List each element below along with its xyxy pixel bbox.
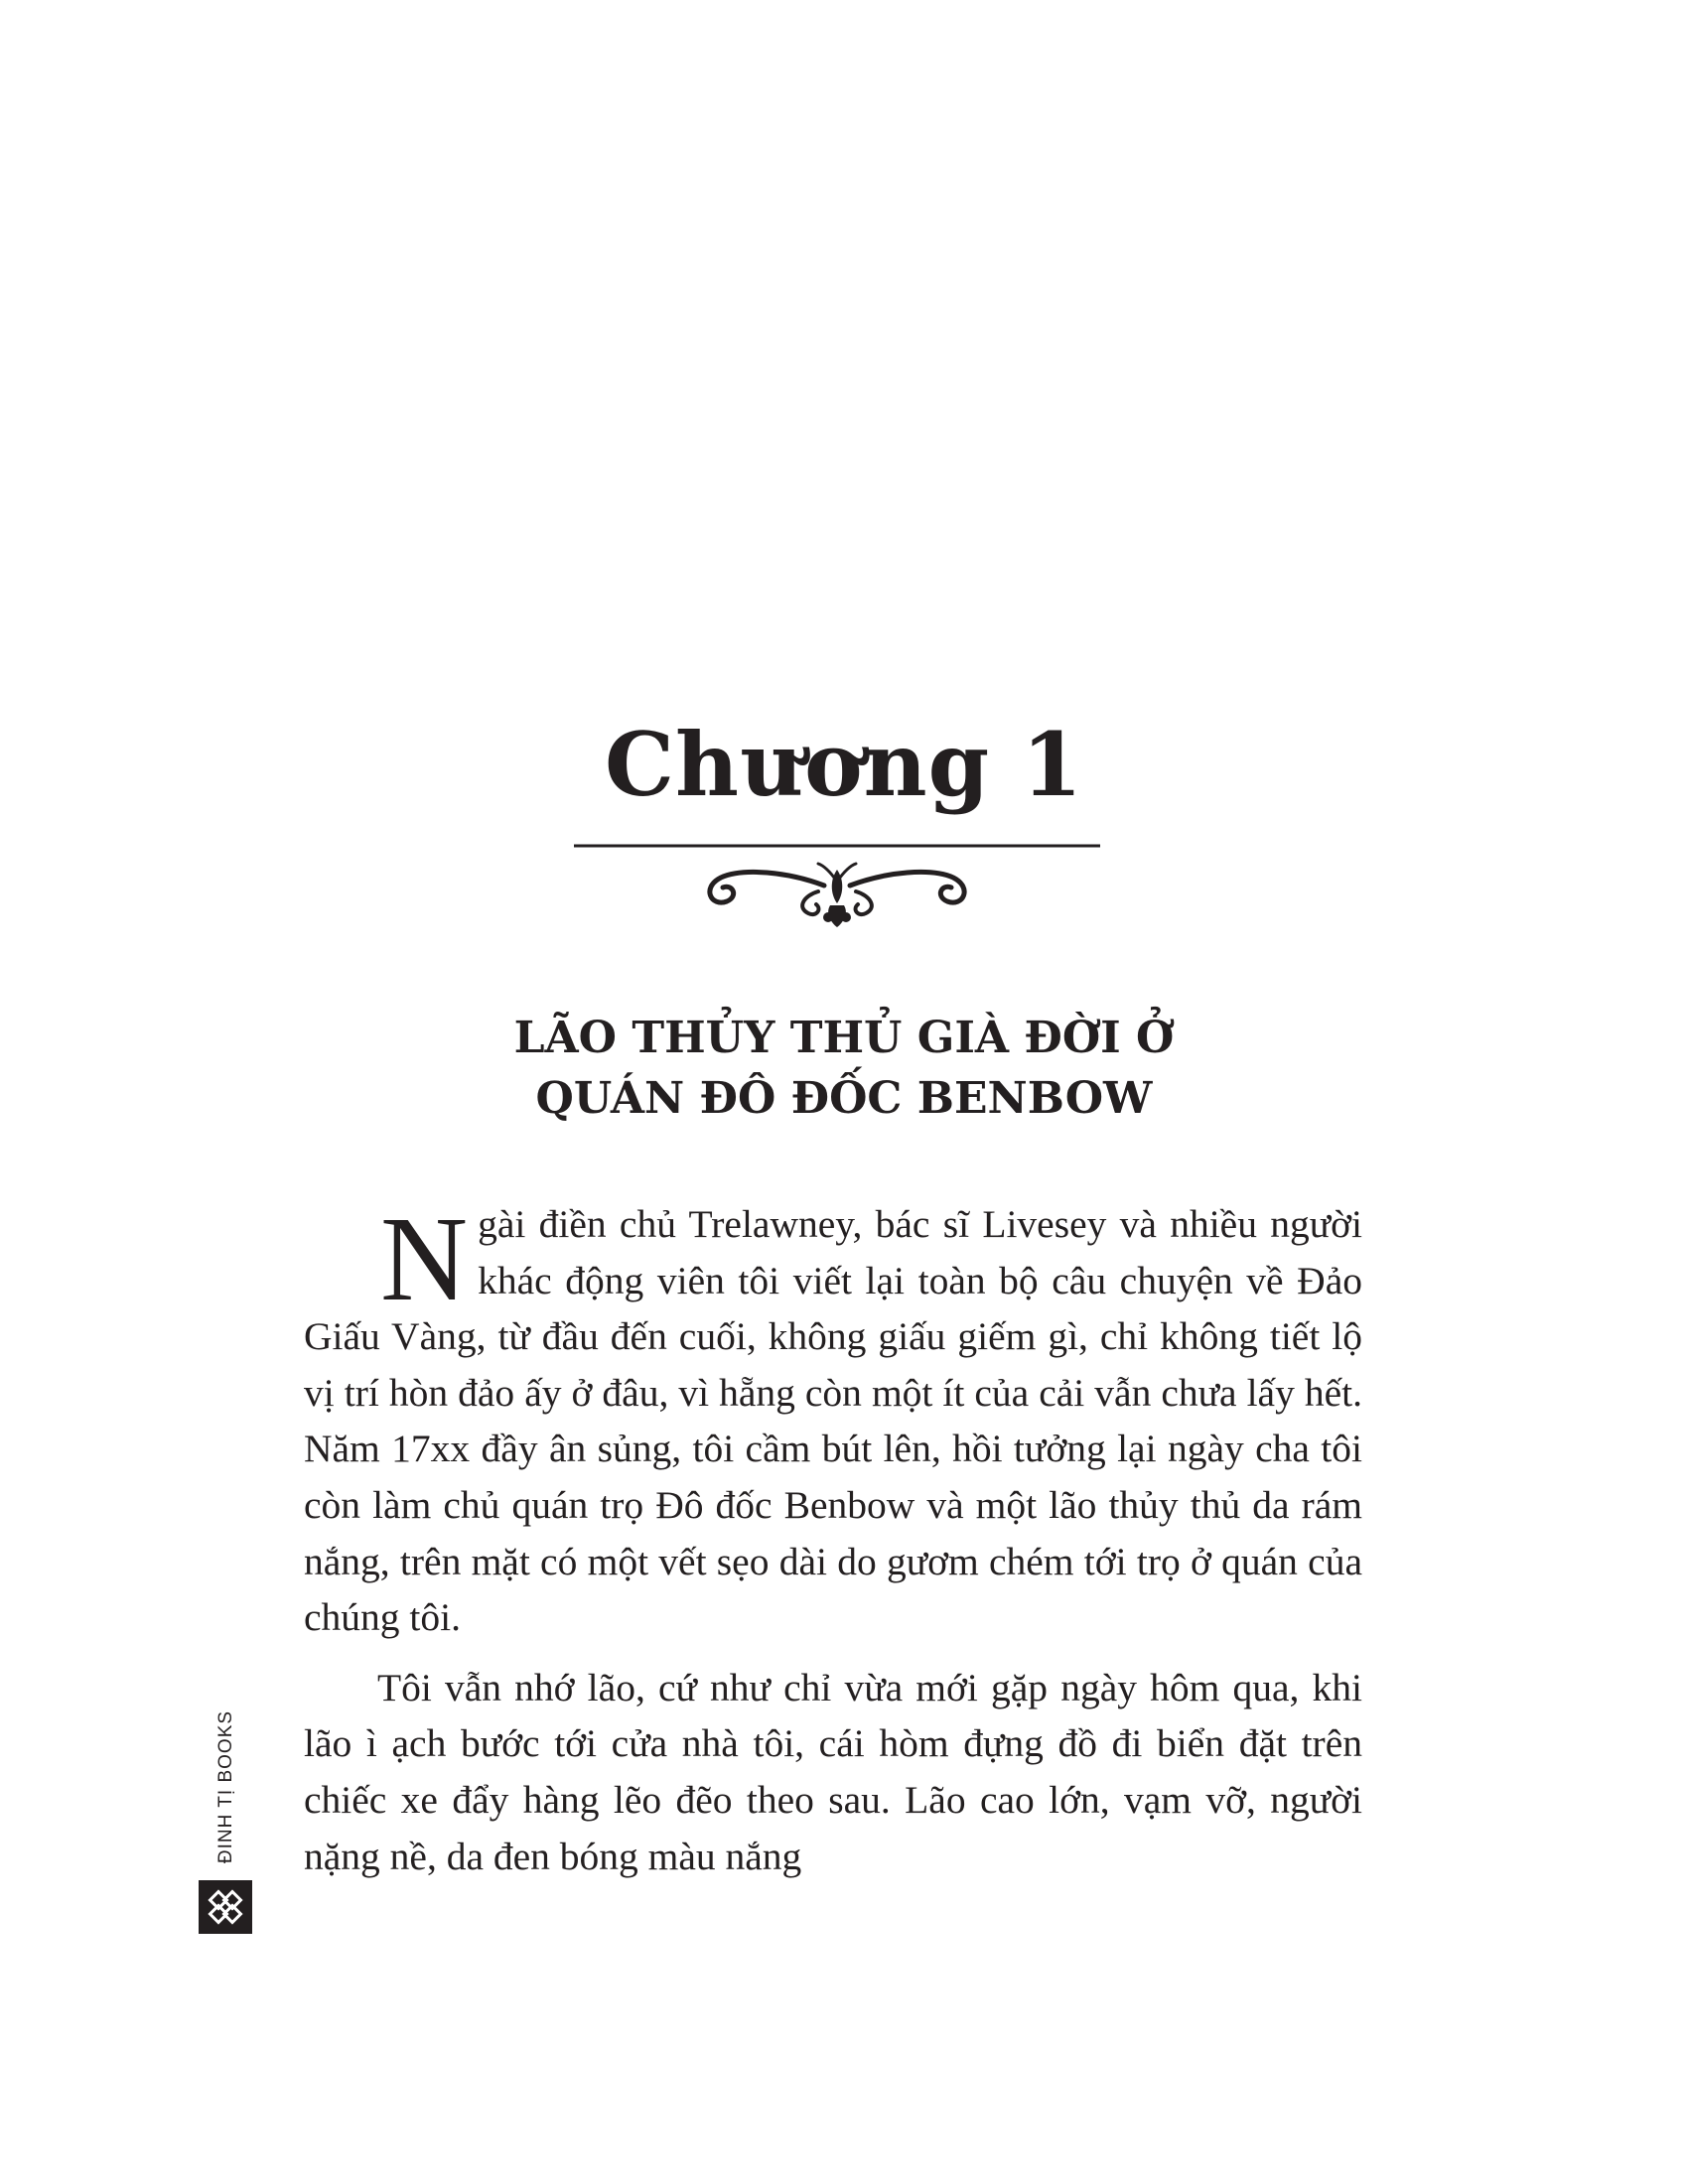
- drop-cap: N: [380, 1192, 469, 1326]
- publisher-logo-icon: [199, 1880, 252, 1934]
- flourish-center: [823, 870, 851, 927]
- paragraph-1: [304, 1192, 1362, 1646]
- chapter-heading: [298, 1008, 1390, 1129]
- chapter-ornament: [574, 842, 1100, 931]
- chapter-heading-line-2: QUÁN ĐÔ ĐỐC BENBOW: [535, 1073, 1153, 1124]
- publisher-name: ĐINH TỊ BOOKS: [215, 1709, 236, 1864]
- paragraph-2: Tôi vẫn nhớ lão, cứ như chỉ vừa mới gặp ngày hôm qua, khi lão ì ạch bước tới cửa nhà tôi, cái hòm đựng đồ đi biển đặt trên chiếc xe đẩy hàng lẽo đẽo theo sau. Lão cao lớn, vạm vỡ, người nặng nề, da đen bóng màu nắng: [304, 1665, 1362, 1878]
- chapter-heading-line-1: LÃO THỦY THỦ GIÀ ĐỜI Ở: [513, 1013, 1175, 1063]
- chapter-title: Chương 1: [604, 713, 1084, 816]
- paragraph-1-text: gài điền chủ Trelawney, bác sĩ Livesey và nhiều người khác động viên tôi viết lại toàn bộ câu chuyện về Đảo Giấu Vàng, từ đầu đến cuối, không giấu giếm gì, chỉ không tiết lộ vị trí hòn đảo ấy ở đâu, vì hẵng còn một ít của cải vẫn chưa lấy hết. Năm 17xx đầy ân sủng, tôi cầm bút lên, hồi tưởng lại ngày cha tôi còn làm chủ quán trọ Đô đốc Benbow và một lão thủy thủ da rám nắng, trên mặt có một vết sẹo dài do gươm chém tới trọ ở quán của chúng tôi.: [304, 1202, 1362, 1640]
- body-text: [304, 1192, 1362, 1898]
